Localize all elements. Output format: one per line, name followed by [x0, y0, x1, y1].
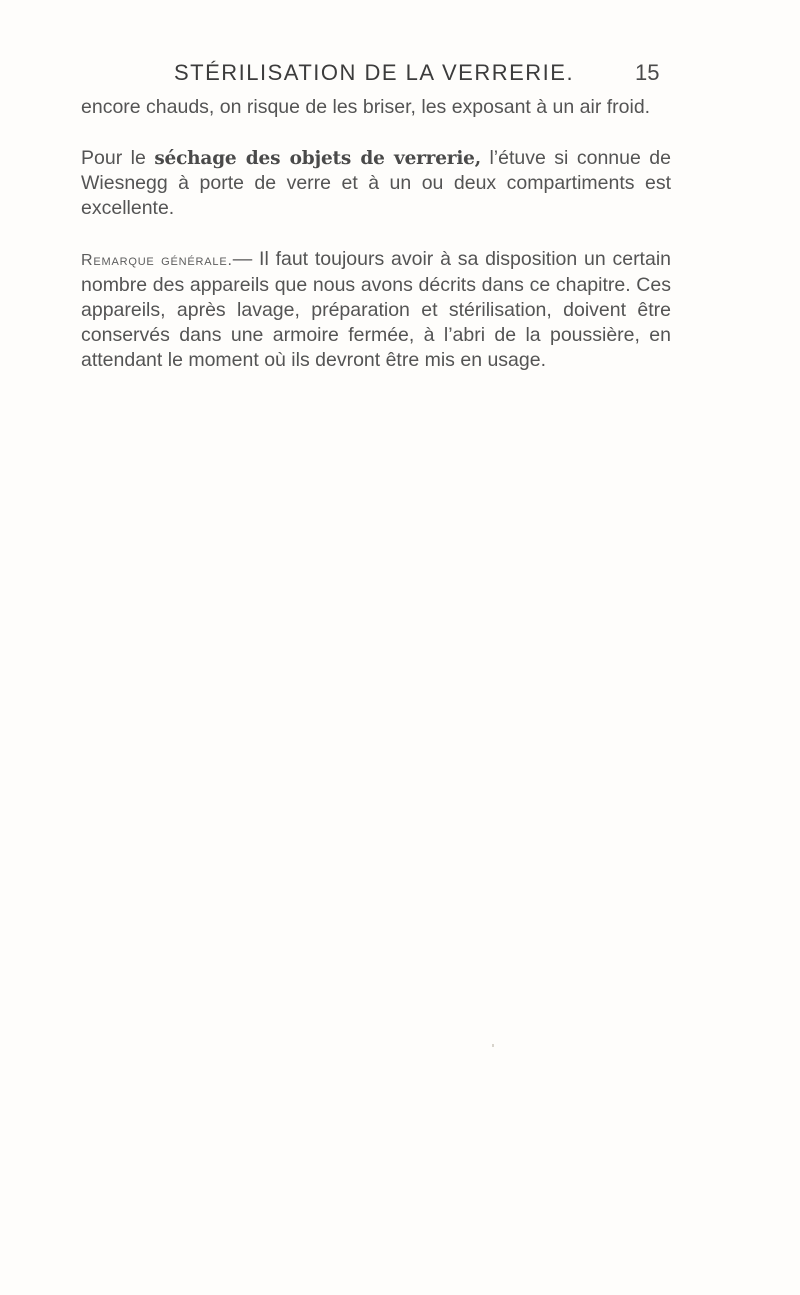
- paragraph-2: [81, 146, 671, 221]
- running-title: STÉRILISATION DE LA VERRERIE.: [174, 60, 575, 85]
- body-text: [81, 95, 671, 373]
- paragraph-1: [81, 95, 671, 120]
- page-number: 15: [635, 60, 660, 85]
- paragraph-2-lead: Pour le: [81, 147, 155, 169]
- paragraph-2-rest: l’étuve si connue de Wiesnegg à porte de verre et à un ou deux compartiments est excellente.: [81, 147, 671, 219]
- paragraph-2-bold-phrase: séchage des objets de verrerie,: [154, 148, 481, 169]
- paragraph-3: [81, 247, 671, 373]
- paragraph-3-rest: — Il faut toujours avoir à sa disposition un certain nombre des appareils que nous avons décrits dans ce chapitre. Ces appareils, après lavage, préparation et stérilisation, doivent être conservés dans une armoire fermée, à l’abri de la poussière, en attendant le moment où ils devront être mis en usage.: [81, 248, 671, 371]
- page-header: [0, 54, 800, 86]
- paragraph-3-heading: Remarque générale.: [81, 252, 233, 269]
- paragraph-1-text: encore chauds, on risque de les briser, les exposant à un air froid.: [81, 96, 651, 118]
- paper-speck: [492, 1044, 494, 1047]
